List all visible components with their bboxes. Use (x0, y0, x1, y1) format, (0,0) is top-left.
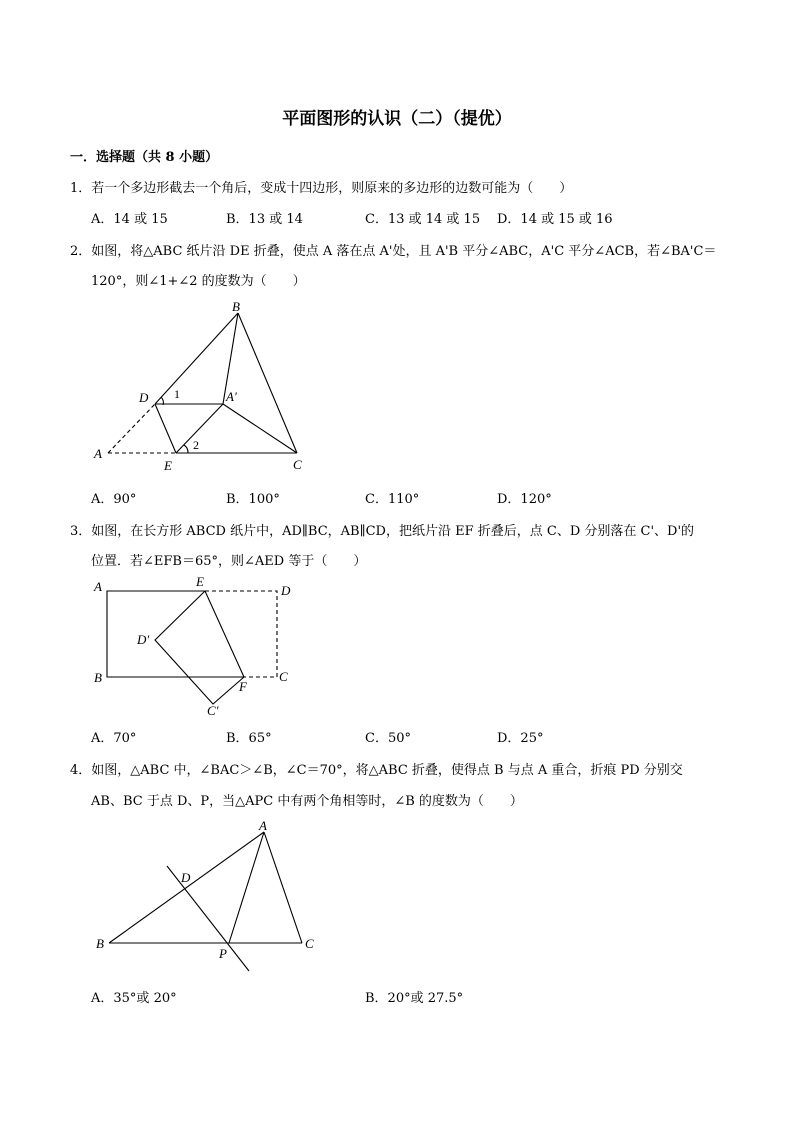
q2-label-a: A (94, 446, 102, 461)
q1-option-b[interactable]: B．13 或 14 (226, 212, 303, 227)
q3-option-c[interactable]: C．50° (365, 731, 411, 746)
question-1-stem: 1．若一个多边形截去一个角后，变成十四边形，则原来的多边形的边数可能为（ ） (70, 181, 573, 196)
question-2-line-1: 2．如图，将△ABC 纸片沿 DE 折叠，使点 A 落在点 A'处，且 A'B 平分∠ABC，A'C 平分∠ACB，若∠BA'C＝ (70, 244, 717, 259)
question-4-line-2: AB、BC 于点 D、P，当△APC 中有两个角相等时，∠B 的度数为（ ） (91, 794, 523, 809)
q2-label-e: E (164, 458, 172, 473)
q1-option-d[interactable]: D．14 或 15 或 16 (497, 212, 613, 227)
question-3-line-2: 位置．若∠EFB＝65°，则∠AED 等于（ ） (91, 554, 367, 569)
q2-option-a[interactable]: A．90° (91, 492, 137, 507)
q3-label-a: A (94, 579, 102, 594)
q3-label-f: F (239, 679, 247, 694)
q3-option-b[interactable]: B．65° (226, 731, 272, 746)
q2-label-a-prime: A′ (226, 389, 237, 404)
q3-option-d[interactable]: D．25° (497, 731, 544, 746)
q4-label-p: P (219, 946, 227, 961)
q2-option-c[interactable]: C．110° (365, 492, 420, 507)
q1-option-c[interactable]: C．13 或 14 或 15 (365, 212, 481, 227)
q3-label-e: E (196, 574, 204, 589)
q2-label-c: C (293, 457, 302, 472)
question-2-line-2: 120°，则∠1+∠2 的度数为（ ） (91, 274, 306, 289)
q3-label-c-prime: C′ (207, 703, 219, 718)
question-4-line-1: 4．如图，△ABC 中，∠BAC＞∠B，∠C＝70°，将△ABC 折叠，使得点 B 与点 A 重合，折痕 PD 分别交 (70, 763, 683, 778)
page-title: 平面图形的认识（二）（提优） (282, 109, 512, 129)
q3-label-c: C (279, 669, 288, 684)
q3-label-d-prime: D′ (137, 632, 150, 647)
q4-option-b[interactable]: B．20°或 27.5° (365, 991, 464, 1006)
q2-option-b[interactable]: B．100° (226, 492, 280, 507)
q2-label-d: D (139, 390, 149, 405)
q2-angle-1-label: 1 (174, 387, 180, 401)
q2-option-d[interactable]: D．120° (497, 492, 552, 507)
section-heading: 一．选择题（共 8 小题） (70, 150, 219, 165)
q3-label-d: D (281, 583, 291, 598)
q2-label-b: B (232, 299, 240, 314)
q3-label-b: B (94, 670, 102, 685)
q4-label-a: A (259, 818, 267, 833)
question-3-line-1: 3．如图，在长方形 ABCD 纸片中，AD∥BC，AB∥CD，把纸片沿 EF 折叠后，点 C、D 分别落在 C'、D'的 (70, 524, 695, 539)
q1-option-a[interactable]: A．14 或 15 (91, 212, 168, 227)
q3-option-a[interactable]: A．70° (91, 731, 137, 746)
q4-option-a[interactable]: A．35°或 20° (91, 991, 177, 1006)
q2-angle-2-label: 2 (193, 438, 199, 452)
q4-label-b: B (96, 936, 104, 951)
q4-label-c: C (305, 936, 314, 951)
q4-label-d: D (181, 870, 191, 885)
